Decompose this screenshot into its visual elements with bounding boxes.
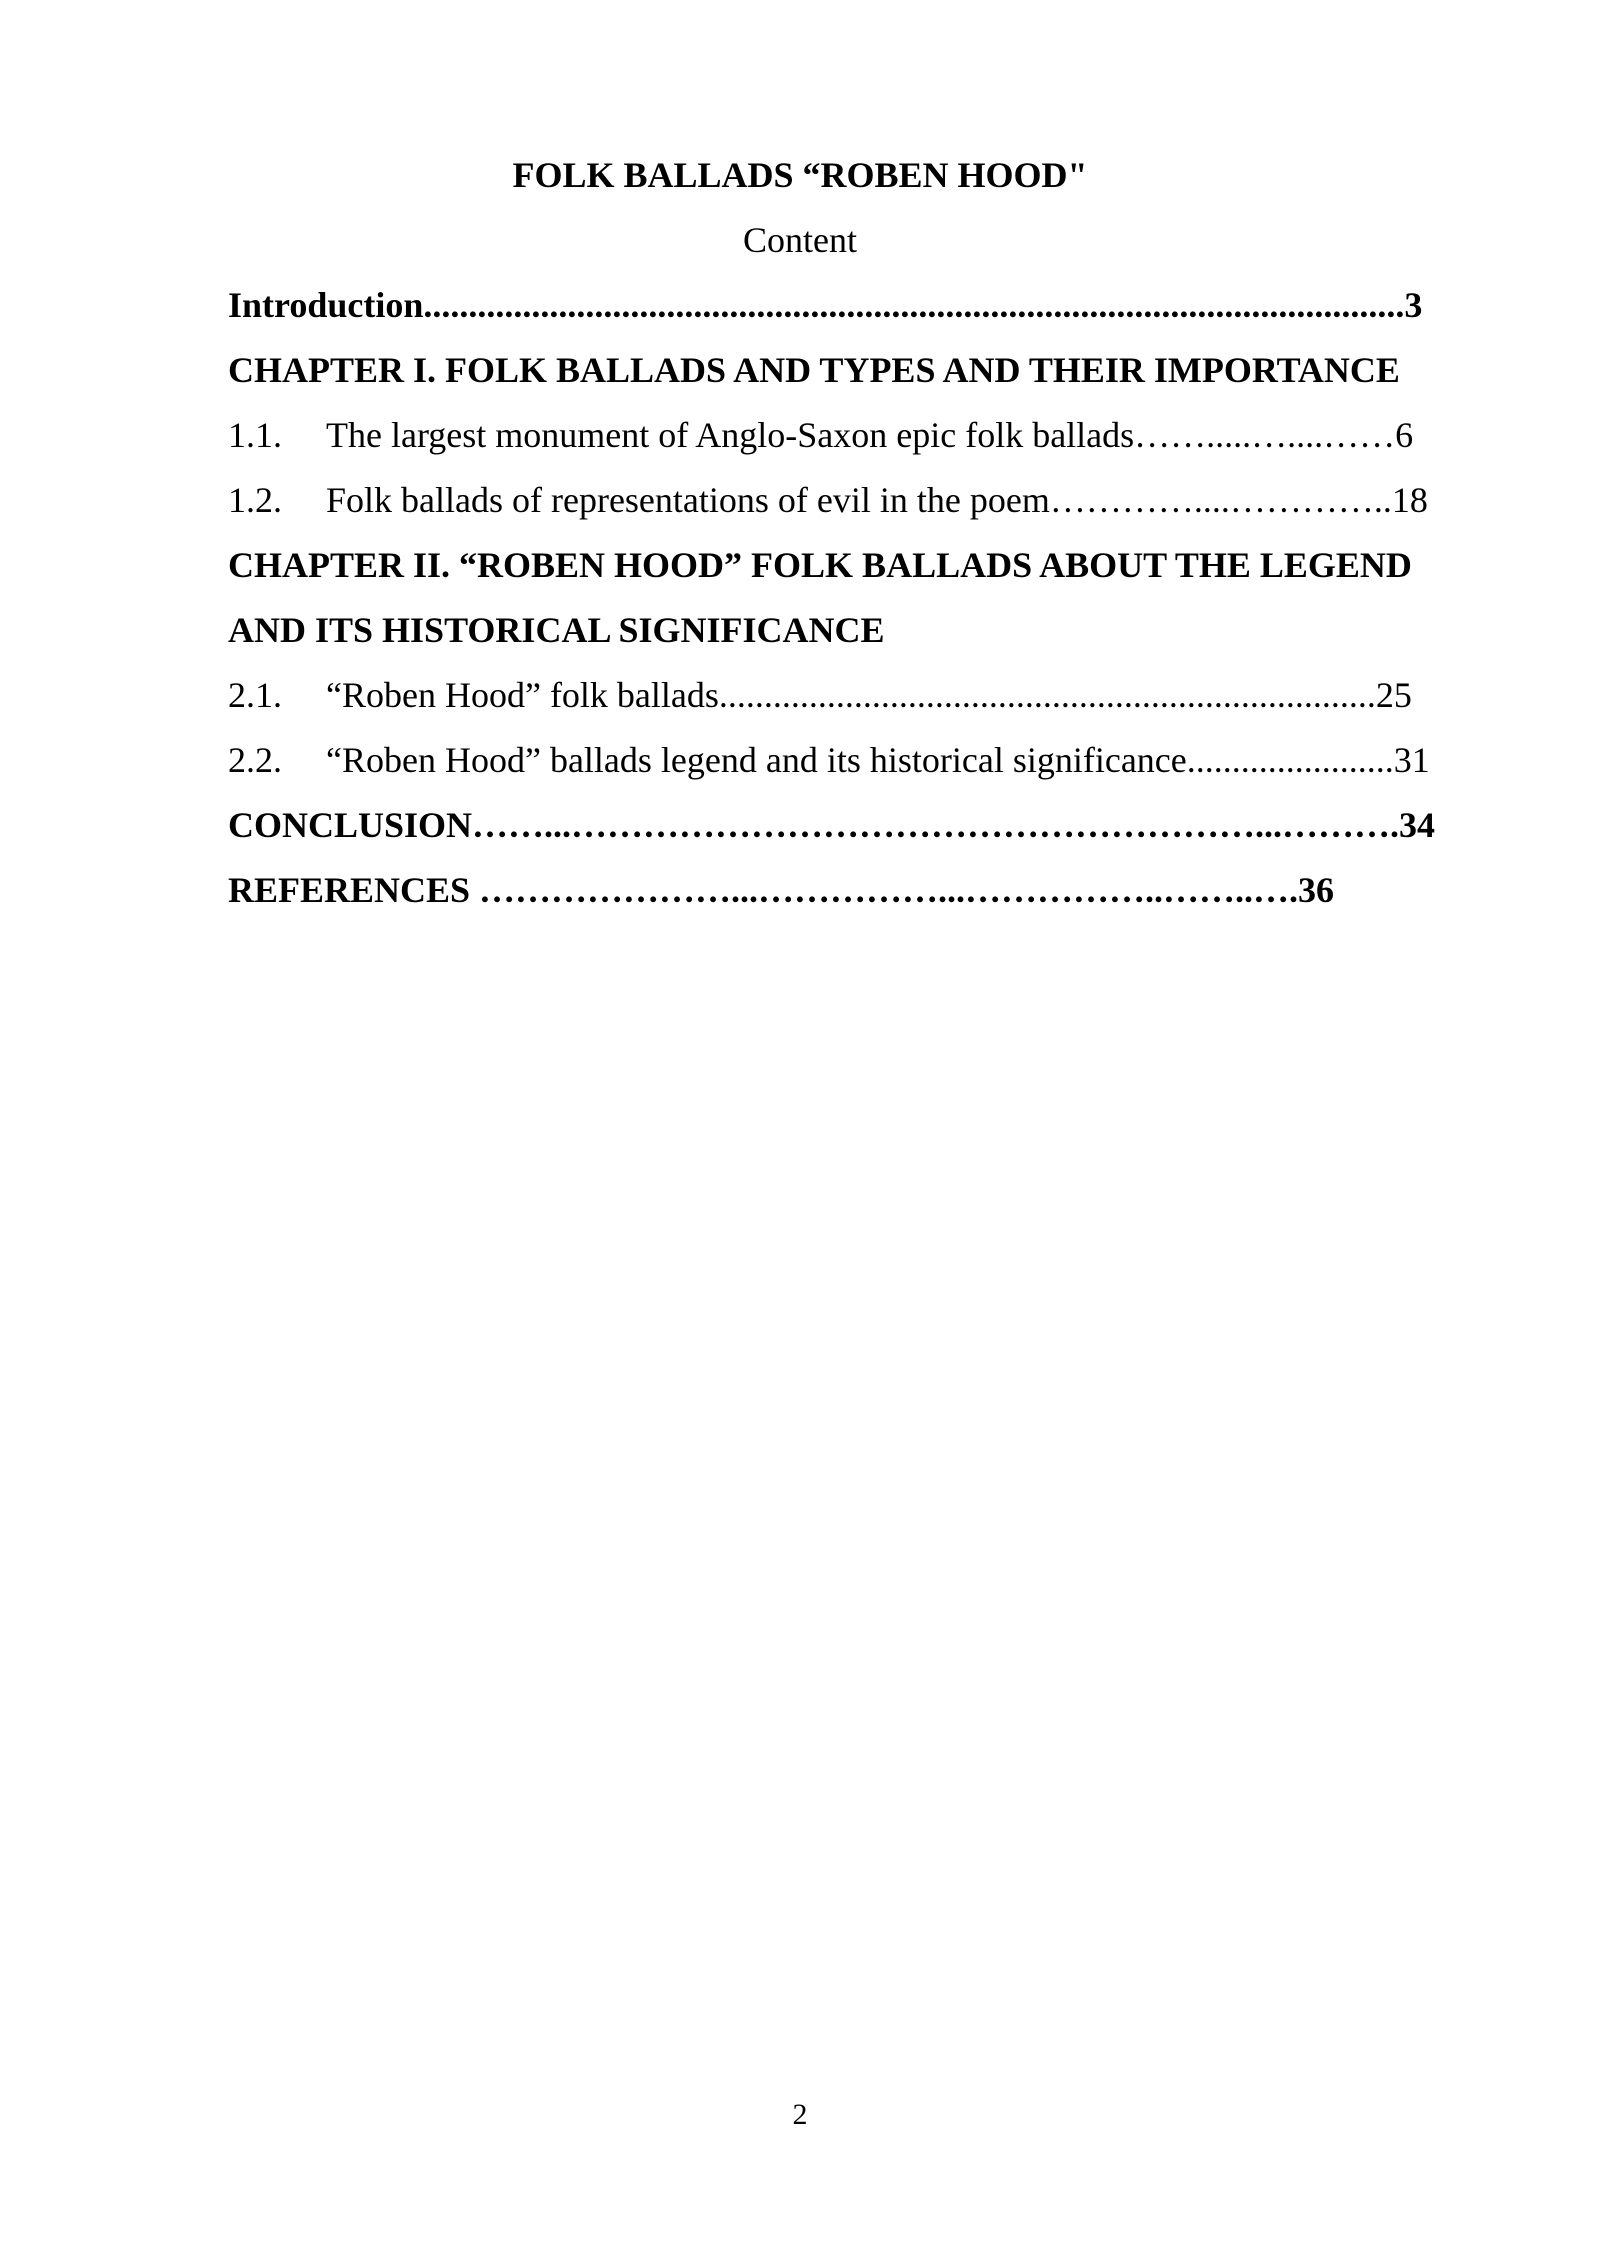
toc-entry-section-1-1 — [228, 410, 1483, 475]
toc-entry-label: “Roben Hood” ballads legend and its historical significance.......................31 — [326, 740, 1430, 780]
toc-entry-label: Folk ballads of representations of evil in the poem…………....…………..18 — [326, 480, 1428, 520]
toc-entry-label: CHAPTER II. “ROBEN HOOD” FOLK BALLADS ABOUT THE LEGEND — [228, 545, 1412, 585]
toc-entry-label: CONCLUSION……...…………………………………………………...……….34 — [228, 805, 1436, 845]
toc-entry-introduction — [228, 280, 1483, 345]
content-heading: Content — [743, 220, 857, 260]
toc-entry-section-2-2 — [228, 735, 1483, 800]
toc-section-number: 1.1. — [228, 415, 282, 455]
toc-entry-chapter-2-continued — [228, 605, 1483, 670]
toc-entry-section-2-1 — [228, 670, 1483, 735]
table-of-contents — [228, 280, 1483, 930]
toc-entry-label: The largest monument of Anglo-Saxon epic folk ballads…….....…....……6 — [326, 415, 1414, 455]
toc-entry-chapter-2 — [228, 540, 1483, 605]
toc-section-number: 1.2. — [228, 480, 282, 520]
toc-entry-conclusion — [228, 800, 1483, 865]
toc-section-number: 2.1. — [228, 675, 282, 715]
toc-entry-label: AND ITS HISTORICAL SIGNIFICANCE — [228, 610, 885, 650]
toc-entry-chapter-1 — [228, 345, 1483, 410]
toc-section-number: 2.2. — [228, 740, 282, 780]
page-number: 2 — [792, 2098, 808, 2131]
toc-entry-references — [228, 865, 1483, 930]
toc-entry-label: Introduction.............................................................................................................3 — [228, 285, 1423, 325]
document-title: FOLK BALLADS “ROBEN HOOD" — [512, 155, 1088, 195]
toc-entry-label: CHAPTER I. FOLK BALLADS AND TYPES AND THEIR IMPORTANCE — [228, 350, 1400, 390]
toc-entry-label: REFERENCES …………………...……………...……………..……..….36 — [228, 870, 1335, 910]
toc-entry-label: “Roben Hood” folk ballads.........................................................................25 — [326, 675, 1412, 715]
toc-entry-section-1-2 — [228, 475, 1483, 540]
